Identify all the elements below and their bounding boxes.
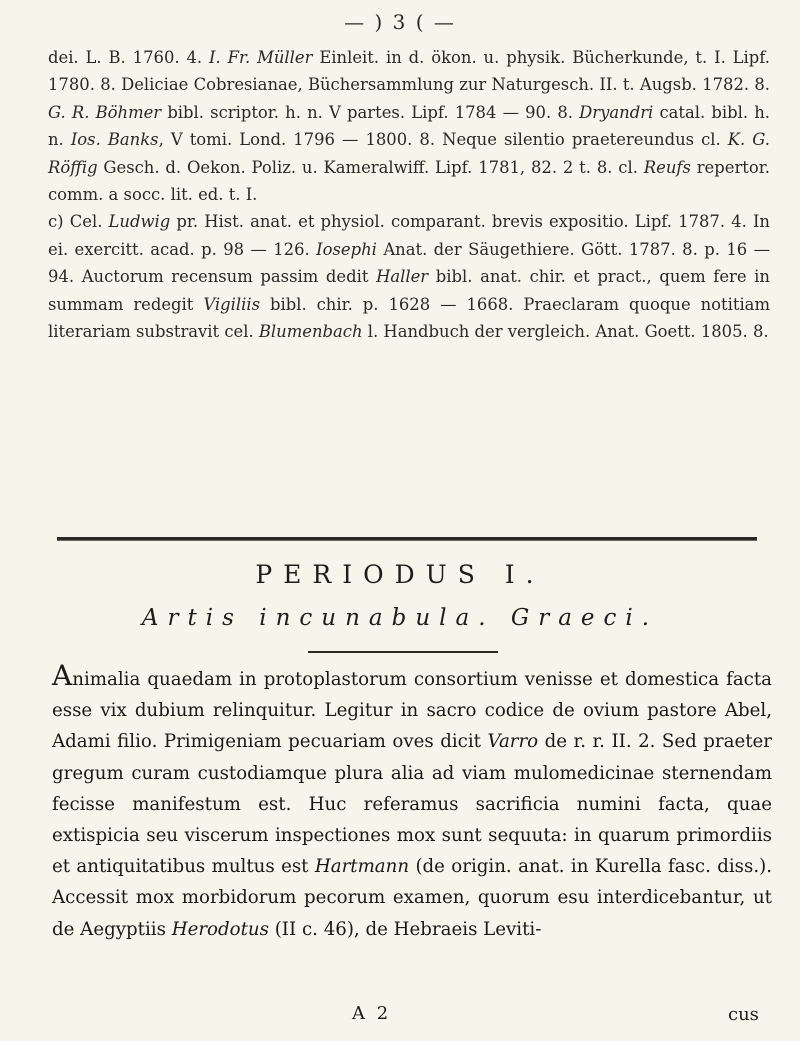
author-name: I. Fr. Müller xyxy=(209,48,313,67)
author-name: Vigiliis xyxy=(203,294,261,314)
initial-letter: A xyxy=(52,659,73,692)
note-text: Anat. der Säugethiere. Gött. 1787. 8. p. 16 — 94. Auctorum recensum passim dedit xyxy=(48,239,770,287)
catchword: cus xyxy=(728,1004,759,1025)
section-divider xyxy=(57,537,757,541)
note-text: Einleit. in d. ökon. u. physik. Bücherkunde, t. I. Lipf. 1780. 8. Deliciae Cobresianae, Büchersammlung zur Naturgesch. II. t. Augsb. 1782. 8. xyxy=(48,48,770,95)
note-text: c) Cel. xyxy=(48,212,109,232)
paragraph-text: (II c. 46), de Hebraeis Leviti- xyxy=(268,918,542,940)
running-head: — ) 3 ( — xyxy=(344,10,456,34)
paragraph-text: nimalia quaedam in protoplastorum consortium venisse et domestica facta esse vix dubium relinquitur. Legitur in sacro codice de ovium pastore Abel, Adami filio. Primigeniam pecuariam oves dicit xyxy=(52,669,772,753)
author-name: Herodotus xyxy=(171,918,269,940)
author-name: Dryandri xyxy=(579,102,654,122)
note-text: bibl. scriptor. h. n. V partes. Lipf. 1784 — 90. 8. xyxy=(161,102,580,122)
footnote-paragraph-2 xyxy=(48,208,770,345)
note-text: l. Handbuch der vergleich. Anat. Goett. 1805. 8. xyxy=(362,322,769,342)
author-name: K. G. Röffig xyxy=(48,130,770,177)
note-text: bibl. anat. chir. et pract., quem fere in summam redegit xyxy=(48,267,770,314)
author-name: Iosephi xyxy=(316,239,377,259)
note-text: bibl. chir. p. 1628 — 1668. Praeclaram quoque notitiam literariam substravit cel. xyxy=(48,294,771,342)
note-text: pr. Hist. anat. et physiol. comparant. brevis expositio. Lipf. 1787. 4. In ei. exercitt. acad. p. 98 — 126. xyxy=(48,212,770,259)
author-name: Blumenbach xyxy=(258,322,363,342)
author-name: Haller xyxy=(376,267,429,287)
author-name: Reufs xyxy=(643,157,691,177)
note-text: Gesch. d. Oekon. Poliz. u. Kameralwiff. Lipf. 1781, 82. 2 t. 8. cl. xyxy=(97,157,644,177)
section-title: PERIODUS I. xyxy=(255,560,545,589)
subtitle-divider xyxy=(308,651,498,653)
footnote-paragraph-1 xyxy=(48,44,770,208)
main-text xyxy=(52,659,773,945)
note-text: catal. bibl. h. n. xyxy=(48,102,770,150)
note-text: , V tomi. Lond. 1796 — 1800. 8. Neque silentio praetereundus cl. xyxy=(158,130,728,150)
author-name: G. R. Böhmer xyxy=(48,102,162,122)
paragraph-text: (de origin. anat. in Kurella fasc. diss.). Accessit mox morbidorum pecorum examen, quorum esu interdicebantur, ut de Aegyptiis xyxy=(52,856,773,940)
paragraph-text: de r. r. II. 2. Sed praeter gregum curam custodiamque plura alia ad viam mulomedicinae sternendam fecisse manifestum est. Huc referamus sacrificia numini facta, quae extispicia seu viscerum inspectiones mox sunt sequuta: in quarum primordiis et antiquitatibus multus est xyxy=(52,731,773,878)
main-paragraph xyxy=(52,659,773,945)
footnotes-block xyxy=(48,44,770,345)
printer-signature: A 2 xyxy=(352,1003,392,1024)
author-name: Varro xyxy=(487,731,539,753)
author-name: Hartmann xyxy=(314,856,410,878)
note-text: dei. L. B. 1760. 4. xyxy=(48,48,209,67)
section-subtitle: Artis incunabula. Graeci. xyxy=(141,605,659,631)
note-text: repertor. comm. a socc. lit. ed. t. I. xyxy=(48,157,770,205)
author-name: Ludwig xyxy=(108,212,171,232)
author-name: Ios. Banks xyxy=(70,130,159,150)
